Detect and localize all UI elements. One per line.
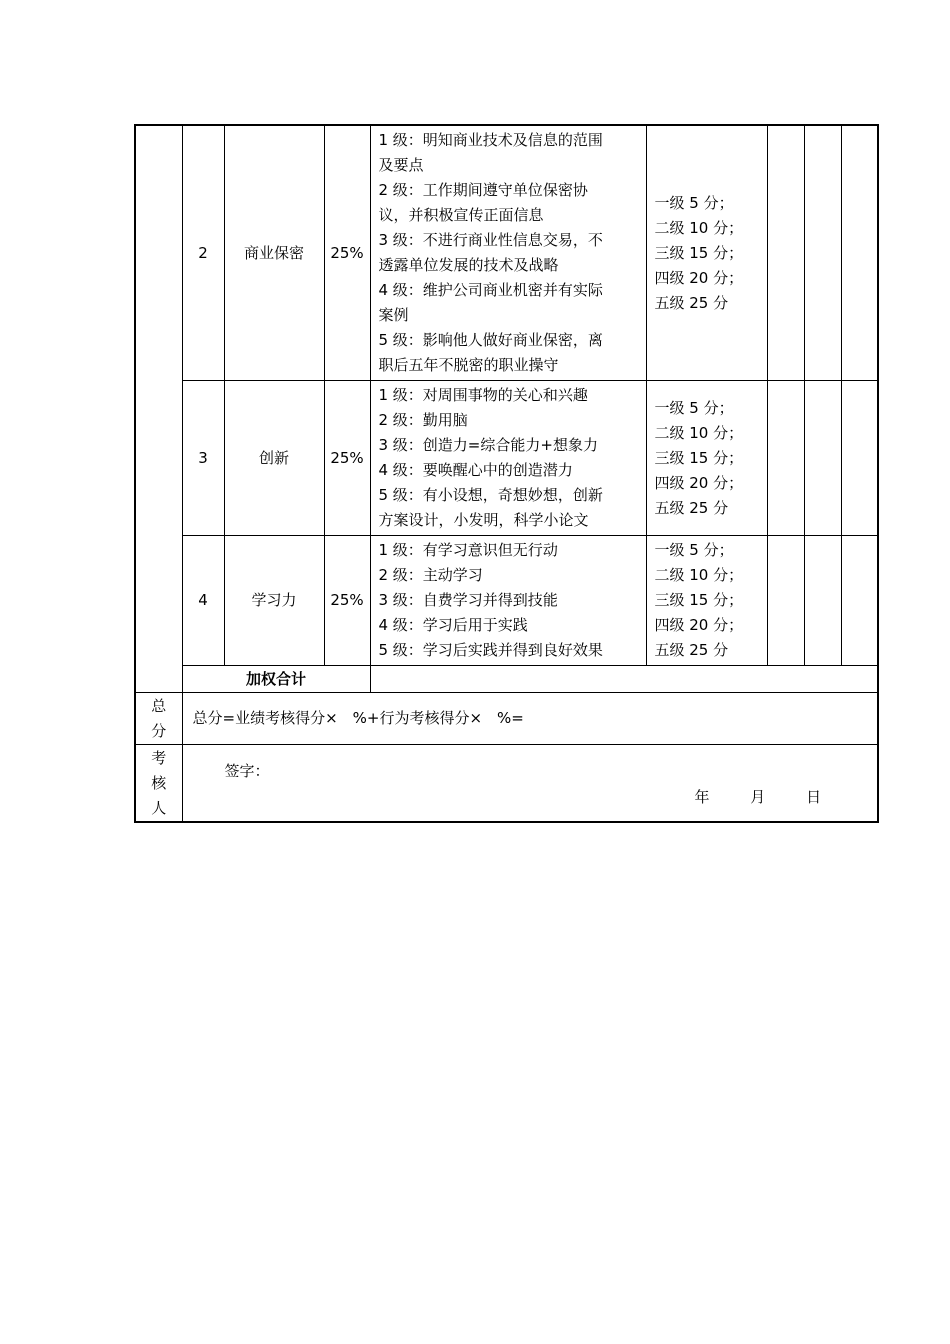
assessment-table [134,124,879,823]
score-cell [646,125,767,381]
score-line: 二级 10 分； [654,423,744,442]
weighted-total-value[interactable] [370,666,878,693]
reviewer-score-cell[interactable] [804,536,841,666]
date-day: 日 [806,788,822,806]
score-line: 三级 15 分； [654,591,744,609]
assessor-row [135,745,878,823]
standard-line: 1 级：对周围事物的关心和兴趣 [378,386,588,404]
standard-cell [370,536,646,666]
total-label [135,693,182,745]
date-month: 月 [750,788,766,806]
score-line: 一级 5 分； [654,398,734,417]
score-line: 二级 10 分； [654,218,744,237]
item-name: 学习力 [224,536,324,666]
reviewer-score-cell[interactable] [804,125,841,381]
score-line: 三级 15 分； [654,448,744,467]
score-line: 五级 25 分 [654,498,729,517]
weighted-total-label: 加权合计 [182,666,370,693]
signature-label: 签字： [224,762,270,780]
standard-line: 4 级：要唤醒心中的创造潜力 [378,461,573,479]
standard-line: 5 级：学习后实践并得到良好效果 [378,641,603,659]
standard-line: 3 级：创造力=综合能力+想象力 [378,436,598,454]
date-year: 年 [694,788,710,806]
self-score-cell[interactable] [767,536,804,666]
item-number: 3 [182,381,224,536]
standard-line: 2 级：工作期间遵守单位保密协 [378,181,588,199]
standard-line: 3 级：不进行商业性信息交易，不 [378,231,603,249]
standard-line: 4 级：学习后用于实践 [378,616,528,634]
self-score-cell[interactable] [767,125,804,381]
standard-line: 1 级：有学习意识但无行动 [378,541,558,559]
standard-line: 职后五年不脱密的职业操守 [378,356,559,374]
standard-line: 2 级：主动学习 [378,566,483,584]
score-line: 四级 20 分； [654,268,744,287]
item-name: 商业保密 [224,125,324,381]
date-fields [695,785,858,810]
total-formula[interactable]: 总分=业绩考核得分× %+行为考核得分× %= [182,693,878,745]
standard-line: 2 级：勤用脑 [378,411,468,429]
assessor-label-char: 考 [151,748,167,767]
self-score-cell[interactable] [767,381,804,536]
assessor-label-char: 核 [151,773,167,792]
assessor-label [135,745,182,823]
score-cell [646,536,767,666]
table-row [135,381,878,536]
item-weight: 25% [324,536,370,666]
standard-line: 1 级：明知商业技术及信息的范围 [378,131,603,149]
score-line: 三级 15 分； [654,243,744,262]
score-line: 一级 5 分； [654,541,734,559]
standard-line: 5 级：影响他人做好商业保密，离 [378,331,603,349]
standard-cell [370,125,646,381]
final-score-cell[interactable] [841,125,878,381]
standard-line: 案例 [378,306,409,324]
standard-line: 及要点 [378,156,424,174]
item-number: 2 [182,125,224,381]
standard-line: 透露单位发展的技术及战略 [378,256,559,274]
table-row [135,125,878,381]
item-name: 创新 [224,381,324,536]
standard-line: 方案设计，小发明，科学小论文 [378,511,589,529]
score-line: 二级 10 分； [654,566,744,584]
reviewer-score-cell[interactable] [804,381,841,536]
standard-line: 5 级：有小设想，奇想妙想，创新 [378,486,603,504]
score-line: 四级 20 分； [654,616,744,634]
signature-area[interactable] [182,745,878,823]
final-score-cell[interactable] [841,381,878,536]
standard-line: 4 级：维护公司商业机密并有实际 [378,281,603,299]
standard-line: 议，并积极宣传正面信息 [378,206,544,224]
score-line: 五级 25 分 [654,641,729,659]
item-weight: 25% [324,125,370,381]
score-line: 五级 25 分 [654,293,729,312]
score-line: 一级 5 分； [654,193,734,212]
category-cell [135,125,182,693]
item-weight: 25% [324,381,370,536]
total-row [135,693,878,745]
standard-cell [370,381,646,536]
score-line: 四级 20 分； [654,473,744,492]
standard-line: 3 级：自费学习并得到技能 [378,591,558,609]
score-cell [646,381,767,536]
item-number: 4 [182,536,224,666]
total-label-char: 总 [151,696,167,715]
final-score-cell[interactable] [841,536,878,666]
table-row [135,536,878,666]
weighted-total-row [135,666,878,693]
total-label-char: 分 [151,721,167,740]
assessor-label-char: 人 [151,798,167,817]
